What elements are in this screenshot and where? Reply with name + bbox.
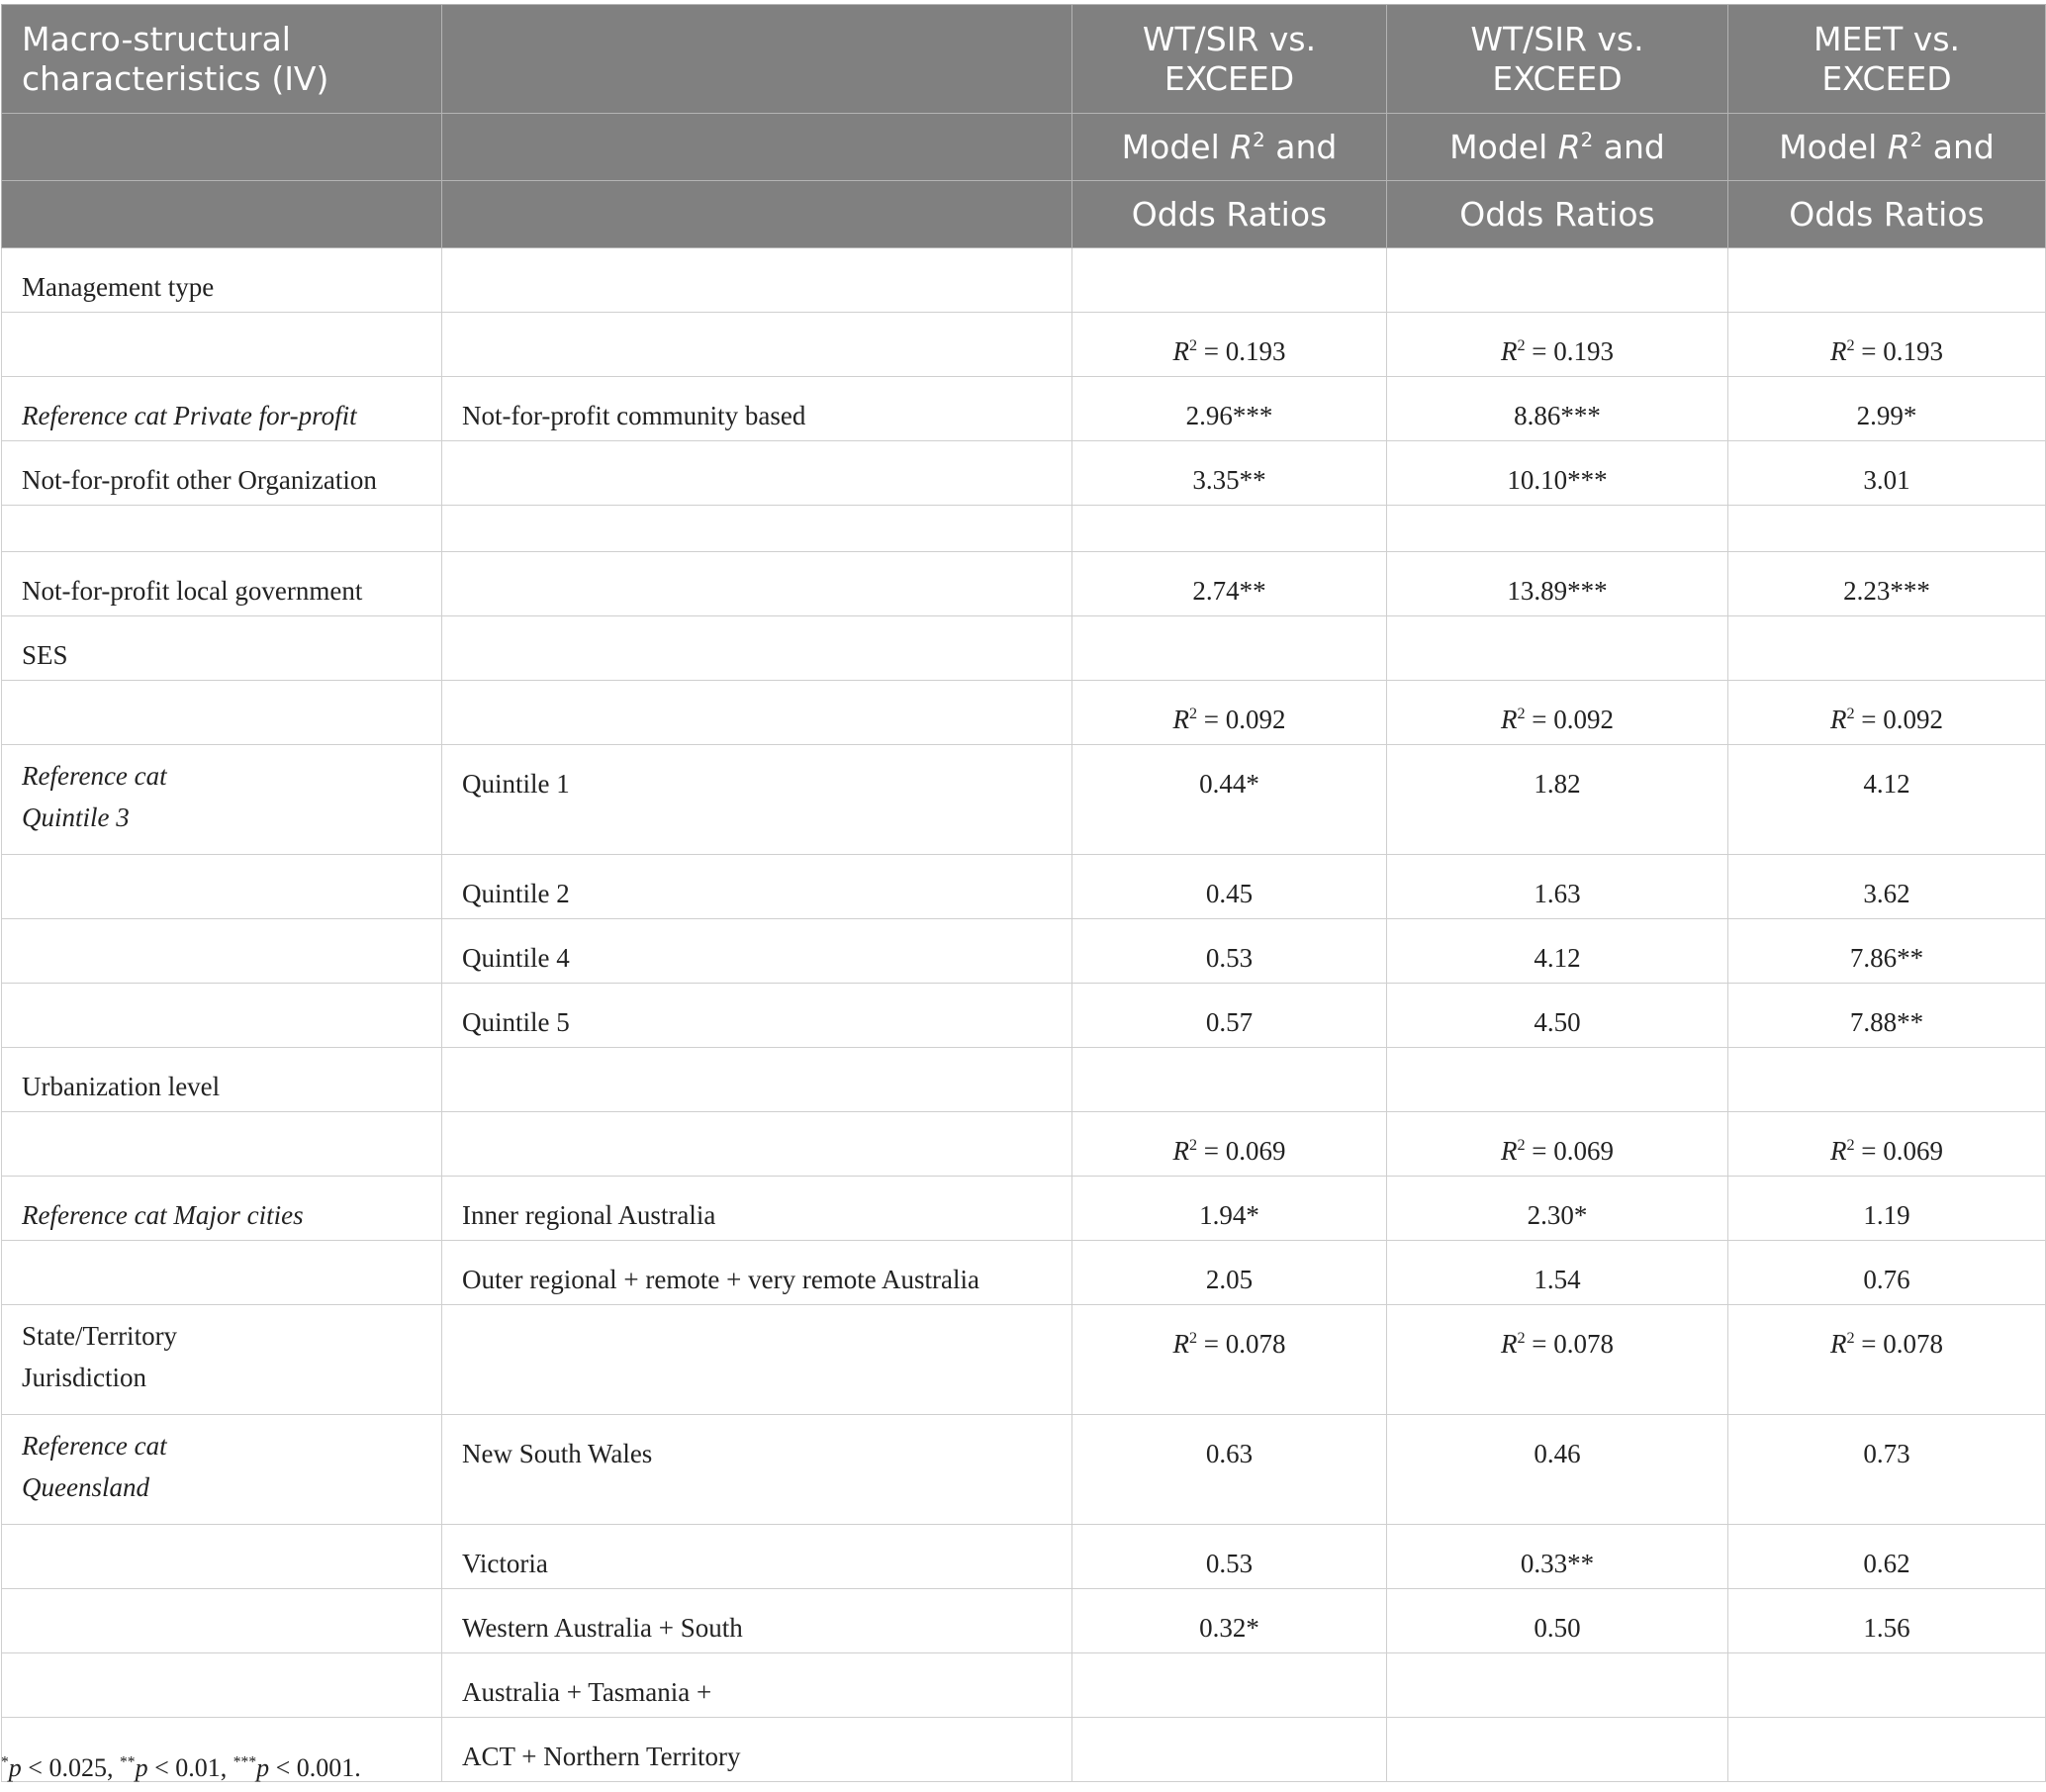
iv-cell	[2, 745, 442, 855]
odds-ratio-cell	[1387, 506, 1728, 552]
model-suffix: and	[1264, 127, 1338, 166]
odds-ratio-cell: 2.96***	[1072, 377, 1387, 441]
r-squared-cell	[1387, 313, 1728, 377]
category-cell	[442, 552, 1072, 616]
category-cell	[442, 248, 1072, 313]
r-squared-cell	[1387, 1305, 1728, 1415]
footnote	[1, 1753, 361, 1783]
table-row	[2, 1653, 2046, 1718]
table-row	[2, 313, 2046, 377]
r-squared-cell	[1728, 1305, 2046, 1415]
header-row-model	[2, 114, 2046, 181]
odds-ratio-cell: 4.12	[1387, 919, 1728, 984]
r-squared-cell	[1072, 1112, 1387, 1177]
superscript-2: 2	[1846, 705, 1855, 722]
table-row	[2, 441, 2046, 506]
category-cell	[442, 506, 1072, 552]
r2-equals: =	[1197, 1136, 1226, 1166]
r-squared-cell	[1387, 681, 1728, 745]
odds-ratio-cell	[1387, 1048, 1728, 1112]
header-odds-ratios: Odds Ratios	[1387, 181, 1728, 248]
category-cell	[442, 1112, 1072, 1177]
header-blank	[442, 5, 1072, 114]
odds-ratio-cell	[1728, 506, 2046, 552]
superscript-2: 2	[1188, 1136, 1198, 1154]
superscript-2: 2	[1517, 1329, 1526, 1347]
iv-cell	[2, 313, 442, 377]
odds-ratio-cell	[1072, 1718, 1387, 1782]
table-row	[2, 1305, 2046, 1415]
r2-value: 0.092	[1225, 705, 1286, 734]
table-row	[2, 919, 2046, 984]
r2-value: 0.092	[1553, 705, 1615, 734]
iv-line: Reference cat	[22, 1431, 167, 1461]
odds-ratio-cell	[1728, 616, 2046, 681]
table-row	[2, 552, 2046, 616]
r2-equals: =	[1197, 1329, 1226, 1359]
iv-cell	[2, 919, 442, 984]
significance-stars: *	[1, 1753, 9, 1771]
odds-ratio-cell: 0.46	[1387, 1415, 1728, 1525]
superscript-2: 2	[1846, 1136, 1855, 1154]
odds-ratio-cell: 1.56	[1728, 1589, 2046, 1653]
table-body	[2, 248, 2046, 1782]
odds-ratio-cell: 1.94*	[1072, 1177, 1387, 1241]
r-variable: R	[1172, 1329, 1189, 1359]
r-variable: R	[1887, 127, 1910, 166]
iv-cell	[2, 1305, 442, 1415]
table-row	[2, 616, 2046, 681]
header-iv: Macro-structural characteristics (IV)	[2, 5, 442, 114]
header-model-r2	[1387, 114, 1728, 181]
header-model-r2	[1072, 114, 1387, 181]
odds-ratio-cell	[1387, 248, 1728, 313]
r-squared-cell	[1072, 1305, 1387, 1415]
results-table	[1, 4, 2046, 1782]
r-variable: R	[1172, 336, 1189, 366]
r2-equals: =	[1854, 1136, 1884, 1166]
iv-cell: Management type	[2, 248, 442, 313]
iv-cell: Urbanization level	[2, 1048, 442, 1112]
model-prefix: Model	[1779, 127, 1888, 166]
odds-ratio-cell	[1728, 1653, 2046, 1718]
odds-ratio-cell: 2.74**	[1072, 552, 1387, 616]
odds-ratio-cell: 2.05	[1072, 1241, 1387, 1305]
r2-equals: =	[1197, 336, 1226, 366]
iv-cell	[2, 506, 442, 552]
r-variable: R	[1172, 1136, 1189, 1166]
odds-ratio-cell: 2.30*	[1387, 1177, 1728, 1241]
iv-cell	[2, 984, 442, 1048]
r2-equals: =	[1525, 1329, 1554, 1359]
r2-value: 0.069	[1883, 1136, 1944, 1166]
r-squared-cell	[1072, 313, 1387, 377]
iv-cell: Not-for-profit local government	[2, 552, 442, 616]
category-cell: New South Wales	[442, 1415, 1072, 1525]
table-row	[2, 377, 2046, 441]
odds-ratio-cell: 10.10***	[1387, 441, 1728, 506]
r2-equals: =	[1525, 1136, 1554, 1166]
category-cell: Quintile 4	[442, 919, 1072, 984]
p-variable: p	[8, 1753, 22, 1782]
r2-equals: =	[1854, 1329, 1884, 1359]
r-variable: R	[1829, 336, 1847, 366]
superscript-2: 2	[1846, 1329, 1855, 1347]
odds-ratio-cell: 3.62	[1728, 855, 2046, 919]
iv-line: State/Territory	[22, 1321, 178, 1351]
category-cell: Outer regional + remote + very remote Australia	[442, 1241, 1072, 1305]
odds-ratio-cell	[1728, 248, 2046, 313]
odds-ratio-cell: 0.53	[1072, 1525, 1387, 1589]
odds-ratio-cell	[1072, 616, 1387, 681]
odds-ratio-cell: 3.01	[1728, 441, 2046, 506]
table-row	[2, 984, 2046, 1048]
odds-ratio-cell	[1387, 616, 1728, 681]
header-col-wtsir-2: WT/SIR vs. EXCEED	[1387, 5, 1728, 114]
r-squared-cell	[1728, 313, 2046, 377]
superscript-2: 2	[1188, 705, 1198, 722]
superscript-2: 2	[1188, 1329, 1198, 1347]
odds-ratio-cell	[1072, 1653, 1387, 1718]
odds-ratio-cell: 7.88**	[1728, 984, 2046, 1048]
iv-line: Queensland	[22, 1472, 149, 1502]
r2-value: 0.069	[1225, 1136, 1286, 1166]
model-suffix: and	[1922, 127, 1995, 166]
odds-ratio-cell: 0.73	[1728, 1415, 2046, 1525]
r2-equals: =	[1525, 336, 1554, 366]
header-odds-ratios: Odds Ratios	[1072, 181, 1387, 248]
superscript-2: 2	[1580, 128, 1594, 151]
table-row	[2, 855, 2046, 919]
p-threshold: < 0.001.	[269, 1753, 361, 1782]
odds-ratio-cell: 1.19	[1728, 1177, 2046, 1241]
significance-stars: **	[119, 1753, 136, 1771]
r-squared-cell	[1387, 1112, 1728, 1177]
r2-value: 0.092	[1883, 705, 1944, 734]
category-cell: Not-for-profit community based	[442, 377, 1072, 441]
odds-ratio-cell: 0.44*	[1072, 745, 1387, 855]
odds-ratio-cell: 4.12	[1728, 745, 2046, 855]
p-threshold: < 0.025,	[21, 1753, 120, 1782]
table-row	[2, 1589, 2046, 1653]
header-model-r2	[1728, 114, 2046, 181]
r-variable: R	[1230, 127, 1254, 166]
superscript-2: 2	[1517, 336, 1526, 354]
odds-ratio-cell: 1.82	[1387, 745, 1728, 855]
table-row	[2, 1241, 2046, 1305]
category-cell	[442, 681, 1072, 745]
r-variable: R	[1829, 705, 1847, 734]
significance-stars: ***	[232, 1753, 257, 1771]
superscript-2: 2	[1846, 336, 1855, 354]
r2-equals: =	[1854, 336, 1884, 366]
odds-ratio-cell	[1387, 1653, 1728, 1718]
r2-value: 0.193	[1883, 336, 1944, 366]
iv-cell	[2, 1653, 442, 1718]
r2-value: 0.193	[1225, 336, 1286, 366]
superscript-2: 2	[1517, 1136, 1526, 1154]
r-variable: R	[1172, 705, 1189, 734]
category-cell: Victoria	[442, 1525, 1072, 1589]
iv-cell	[2, 681, 442, 745]
r2-value: 0.078	[1225, 1329, 1286, 1359]
iv-cell	[2, 1525, 442, 1589]
iv-line: Reference cat	[22, 761, 167, 791]
odds-ratio-cell: 8.86***	[1387, 377, 1728, 441]
iv-line: Quintile 3	[22, 802, 130, 832]
category-cell: Quintile 2	[442, 855, 1072, 919]
category-cell: Quintile 1	[442, 745, 1072, 855]
table-row	[2, 1177, 2046, 1241]
table-row	[2, 681, 2046, 745]
iv-cell	[2, 1241, 442, 1305]
odds-ratio-cell	[1072, 248, 1387, 313]
table-row	[2, 248, 2046, 313]
superscript-2: 2	[1909, 128, 1923, 151]
model-prefix: Model	[1449, 127, 1558, 166]
category-cell: Quintile 5	[442, 984, 1072, 1048]
r-squared-cell	[1728, 681, 2046, 745]
odds-ratio-cell: 0.33**	[1387, 1525, 1728, 1589]
odds-ratio-cell: 0.63	[1072, 1415, 1387, 1525]
r-squared-cell	[1072, 681, 1387, 745]
odds-ratio-cell	[1072, 506, 1387, 552]
r-variable: R	[1500, 1136, 1518, 1166]
header-row-titles	[2, 5, 2046, 114]
category-cell	[442, 313, 1072, 377]
odds-ratio-cell: 13.89***	[1387, 552, 1728, 616]
p-threshold: < 0.01,	[147, 1753, 233, 1782]
r-variable: R	[1829, 1329, 1847, 1359]
category-cell: Inner regional Australia	[442, 1177, 1072, 1241]
table-row	[2, 1112, 2046, 1177]
category-cell	[442, 1048, 1072, 1112]
header-col-meet: MEET vs. EXCEED	[1728, 5, 2046, 114]
category-cell	[442, 616, 1072, 681]
table-row	[2, 1415, 2046, 1525]
odds-ratio-cell	[1387, 1718, 1728, 1782]
p-variable: p	[256, 1753, 270, 1782]
iv-cell	[2, 1415, 442, 1525]
r-variable: R	[1500, 336, 1518, 366]
odds-ratio-cell	[1728, 1048, 2046, 1112]
r-variable: R	[1829, 1136, 1847, 1166]
superscript-2: 2	[1188, 336, 1198, 354]
iv-cell	[2, 855, 442, 919]
header-row-odds	[2, 181, 2046, 248]
iv-cell: Reference cat Major cities	[2, 1177, 442, 1241]
category-cell	[442, 441, 1072, 506]
table-row	[2, 506, 2046, 552]
odds-ratio-cell: 0.76	[1728, 1241, 2046, 1305]
header-col-wtsir-1: WT/SIR vs. EXCEED	[1072, 5, 1387, 114]
r2-equals: =	[1525, 705, 1554, 734]
r-squared-cell	[1728, 1112, 2046, 1177]
header-odds-ratios: Odds Ratios	[1728, 181, 2046, 248]
category-cell: Western Australia + South	[442, 1589, 1072, 1653]
table-row	[2, 745, 2046, 855]
r-variable: R	[1557, 127, 1581, 166]
table-row	[2, 1048, 2046, 1112]
r2-value: 0.193	[1553, 336, 1615, 366]
odds-ratio-cell: 0.62	[1728, 1525, 2046, 1589]
r2-equals: =	[1197, 705, 1226, 734]
iv-cell	[2, 1112, 442, 1177]
r2-value: 0.078	[1553, 1329, 1615, 1359]
odds-ratio-cell: 3.35**	[1072, 441, 1387, 506]
odds-ratio-cell: 7.86**	[1728, 919, 2046, 984]
model-suffix: and	[1593, 127, 1665, 166]
superscript-2: 2	[1253, 128, 1265, 151]
model-prefix: Model	[1121, 127, 1231, 166]
superscript-2: 2	[1517, 705, 1526, 722]
odds-ratio-cell: 1.63	[1387, 855, 1728, 919]
iv-line: Jurisdiction	[22, 1363, 146, 1392]
category-cell: Australia + Tasmania +	[442, 1653, 1072, 1718]
r2-equals: =	[1854, 705, 1884, 734]
odds-ratio-cell	[1072, 1048, 1387, 1112]
odds-ratio-cell: 0.50	[1387, 1589, 1728, 1653]
iv-cell: SES	[2, 616, 442, 681]
iv-cell: Reference cat Private for-profit	[2, 377, 442, 441]
odds-ratio-cell: 0.45	[1072, 855, 1387, 919]
category-cell	[442, 1305, 1072, 1415]
table-row	[2, 1525, 2046, 1589]
iv-cell	[2, 1589, 442, 1653]
odds-ratio-cell: 2.99*	[1728, 377, 2046, 441]
category-cell: ACT + Northern Territory	[442, 1718, 1072, 1782]
r-variable: R	[1500, 1329, 1518, 1359]
odds-ratio-cell	[1728, 1718, 2046, 1782]
odds-ratio-cell: 0.57	[1072, 984, 1387, 1048]
iv-cell: Not-for-profit other Organization	[2, 441, 442, 506]
odds-ratio-cell: 4.50	[1387, 984, 1728, 1048]
p-variable: p	[135, 1753, 148, 1782]
odds-ratio-cell: 2.23***	[1728, 552, 2046, 616]
r2-value: 0.069	[1553, 1136, 1615, 1166]
r-variable: R	[1500, 705, 1518, 734]
odds-ratio-cell: 0.53	[1072, 919, 1387, 984]
odds-ratio-cell: 1.54	[1387, 1241, 1728, 1305]
odds-ratio-cell: 0.32*	[1072, 1589, 1387, 1653]
r2-value: 0.078	[1883, 1329, 1944, 1359]
